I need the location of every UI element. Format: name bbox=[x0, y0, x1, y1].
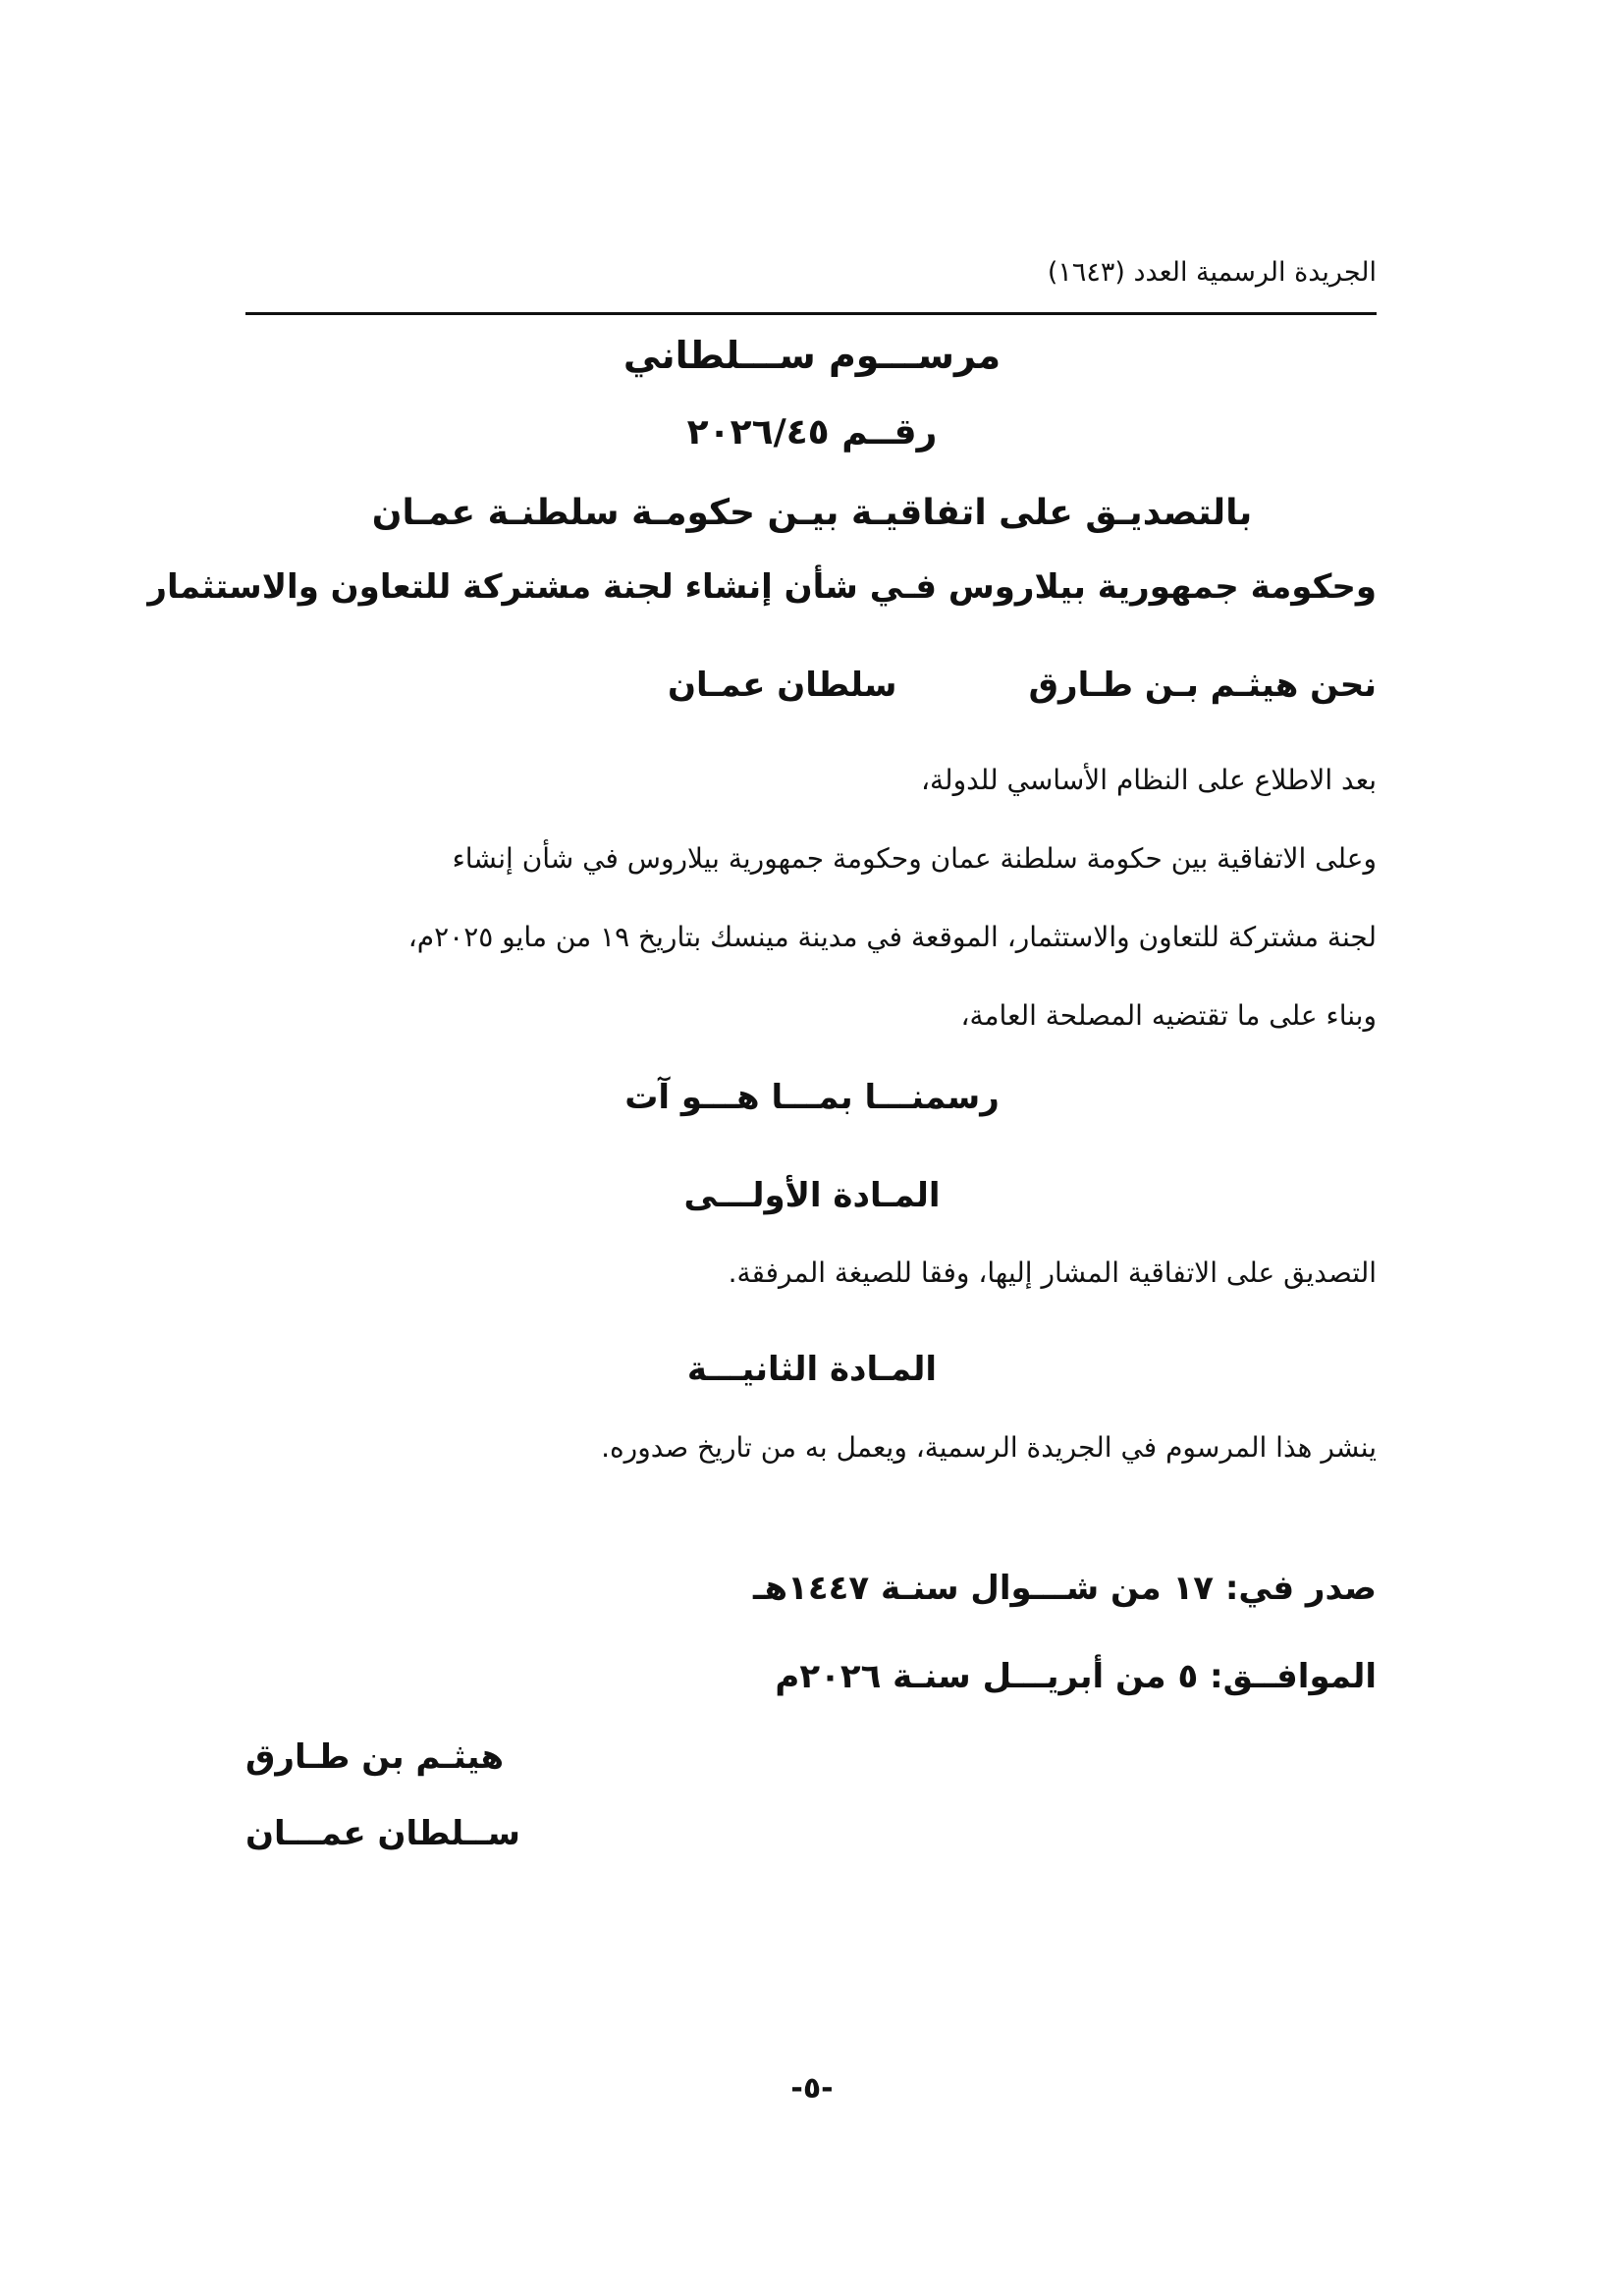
article-2-text: ينشر هذا المرسوم في الجريدة الرسمية، ويعمل به من تاريخ صدوره. bbox=[601, 1431, 1377, 1464]
running-header: الجريدة الرسمية العدد (١٦٤٣) bbox=[1047, 257, 1377, 288]
preamble-line-2: وعلى الاتفاقية بين حكومة سلطنة عمان وحكومة جمهورية بيلاروس في شأن إنشاء bbox=[452, 842, 1377, 875]
ruler-title: سلطان عمـان bbox=[668, 666, 897, 705]
ruler-name: نحن هيثـم بـن طـارق bbox=[1028, 666, 1377, 705]
article-2-heading: المـادة الثانيـــة bbox=[686, 1350, 938, 1389]
header-divider bbox=[245, 312, 1377, 315]
article-1-heading: المـادة الأولـــى bbox=[683, 1176, 941, 1215]
page-number: -٥- bbox=[790, 2071, 834, 2106]
decree-phrase: رسمنـــا بمـــا هـــو آت bbox=[624, 1078, 1000, 1117]
preamble-line-3: لجنة مشتركة للتعاون والاستثمار، الموقعة في مدينة مينسك بتاريخ ١٩ من مايو ٢٠٢٥م، bbox=[407, 921, 1377, 953]
article-1-text: التصديق على الاتفاقية المشار إليها، وفقا للصيغة المرفقة. bbox=[728, 1256, 1377, 1289]
preamble-line-4: وبناء على ما تقتضيه المصلحة العامة، bbox=[960, 999, 1377, 1032]
decree-number: رقــم ٢٠٢٦/٤٥ bbox=[686, 412, 938, 453]
decree-subject-line-1: بالتصديـق على اتفاقيـة بيـن حكومـة سلطنـة عمـان bbox=[371, 493, 1253, 533]
decree-subject-line-2: وحكومة جمهورية بيلاروس فـي شأن إنشاء لجنة مشتركة للتعاون والاستثمار bbox=[147, 567, 1377, 607]
decree-title: مرســـوم ســـلطاني bbox=[623, 334, 1001, 377]
signatory-name: هيثـم بن طـارق bbox=[245, 1737, 505, 1777]
issue-date-gregorian: الموافــق: ٥ من أبريـــل سنـة ٢٠٢٦م bbox=[775, 1657, 1377, 1696]
preamble-line-1: بعد الاطلاع على النظام الأساسي للدولة، bbox=[921, 764, 1377, 796]
signatory-title: ســلطان عمـــان bbox=[245, 1814, 520, 1853]
issue-date-hijri: صدر في: ١٧ من شـــوال سنـة ١٤٤٧هـ bbox=[752, 1569, 1377, 1608]
